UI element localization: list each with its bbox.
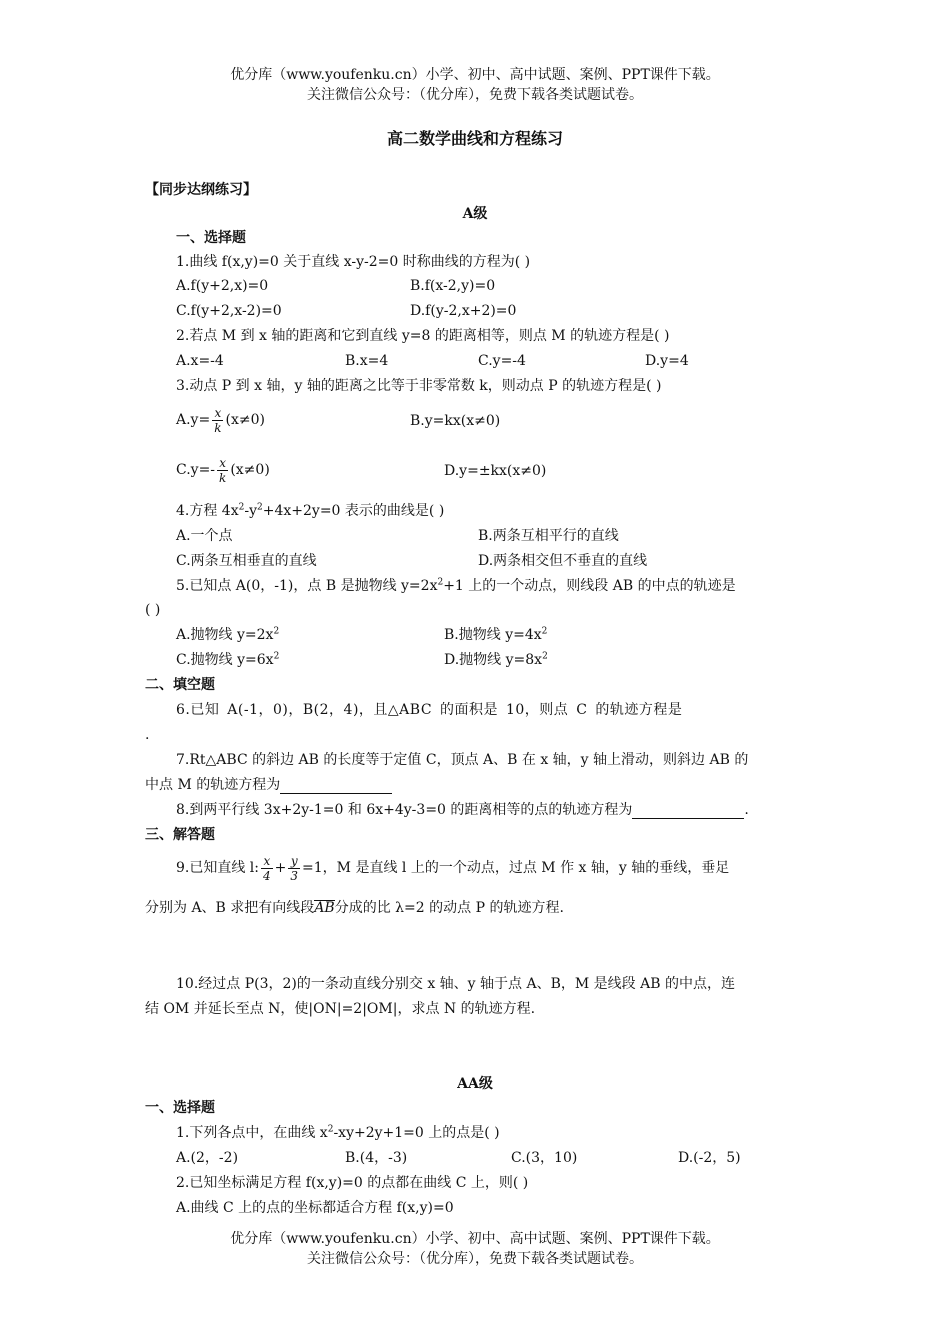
q5-option-b <box>444 626 547 644</box>
q10-line-2: 结 OM 并延长至点 N，使|ON|=2|OM|，求点 N 的轨迹方程. <box>145 1001 536 1017</box>
q3c-suffix: (x≠0) <box>230 462 270 478</box>
part-solve-heading: 三、解答题 <box>145 827 215 843</box>
q1-option-a: A.f(y+2,x)=0 <box>176 278 269 294</box>
q7-line-2-text: 中点 M 的轨迹方程为 <box>145 777 281 793</box>
q5c-text: C.抛物线 y=6x <box>176 652 274 668</box>
q4-option-a: A.一个点 <box>176 528 233 544</box>
q3a-suffix: (x≠0) <box>225 412 265 428</box>
q9-text-1: 9.已知直线 l: <box>176 860 260 876</box>
aa-part-choice-heading: 一、选择题 <box>145 1100 215 1116</box>
q6-line-2: . <box>145 727 150 743</box>
q1-option-c: C.f(y+2,x-2)=0 <box>176 303 282 319</box>
q5-option-c <box>176 651 279 669</box>
q3-option-c <box>176 454 270 486</box>
question-2: 2.若点 M 到 x 轴的距离和它到直线 y=8 的距离相等，则点 M 的轨迹方程是( ) <box>176 328 670 344</box>
q8-period: . <box>744 802 749 818</box>
level-aa-label: AA级 <box>457 1076 493 1092</box>
q9-denominator-2: 3 <box>290 868 299 883</box>
header-line-1: 优分库（www.youfenku.cn）小学、初中、高中试题、案例、PPT课件下载。 <box>230 67 720 83</box>
q9-plus: + <box>274 860 287 876</box>
q3a-fraction <box>212 406 223 435</box>
question-6: 6.已知 A(-1，0)，B(2，4)，且△ABC 的面积是 10，则点 C 的轨迹方程是 <box>176 702 683 718</box>
q9-numerator-2: y <box>288 854 300 869</box>
q9-vector-ab: AB <box>314 900 335 916</box>
q4-sup-2: 2 <box>257 502 263 513</box>
q8-answer-blank <box>632 804 744 819</box>
q9-line2-text-1: 分别为 A、B 求把有向线段 <box>145 900 315 916</box>
section-label: 【同步达纲练习】 <box>145 182 257 198</box>
q5-option-d <box>444 651 548 669</box>
q5d-sup: 2 <box>542 651 548 662</box>
q5a-sup: 2 <box>273 626 280 637</box>
q5-text-2: +1 上的一个动点，则线段 AB 的中点的轨迹是 <box>443 578 736 594</box>
q3a-prefix: A.y= <box>176 412 211 428</box>
q9-text-2: =1，M 是直线 l 上的一个动点，过点 M 作 x 轴，y 轴的垂线，垂足 <box>302 860 730 876</box>
q3c-prefix: C.y=- <box>176 462 216 478</box>
q3-option-a <box>176 404 265 436</box>
q7-answer-blank <box>280 779 392 794</box>
aa-q1-text-2: -xy+2y+1=0 上的点是( ) <box>333 1125 500 1141</box>
page-title: 高二数学曲线和方程练习 <box>386 129 563 148</box>
question-7: 7.Rt△ABC 的斜边 AB 的长度等于定值 C，顶点 A、B 在 x 轴，y 轴上滑动，则斜边 AB 的 <box>176 752 749 768</box>
q2-option-c: C.y=-4 <box>478 353 526 369</box>
q9-line2-text-2: 分成的比 λ=2 的动点 P 的轨迹方程. <box>334 900 564 916</box>
header-line-2: 关注微信公众号：（优分库），免费下载各类试题试卷。 <box>307 87 643 103</box>
q4-option-b: B.两条互相平行的直线 <box>478 528 619 544</box>
q5c-sup: 2 <box>273 651 280 662</box>
question-8 <box>176 801 749 819</box>
footer-line-1: 优分库（www.youfenku.cn）小学、初中、高中试题、案例、PPT课件下载。 <box>230 1231 720 1247</box>
question-4 <box>176 502 444 520</box>
q4-sup-1: 2 <box>238 502 245 513</box>
question-9 <box>176 851 729 885</box>
question-3: 3.动点 P 到 x 轴，y 轴的距离之比等于非零常数 k，则动点 P 的轨迹方程是( ) <box>176 378 662 394</box>
q5-option-a <box>176 626 279 644</box>
q5-text-1: 5.已知点 A(0，-1)，点 B 是抛物线 y=2x <box>176 578 438 594</box>
aa-question-1 <box>176 1124 500 1142</box>
q5a-text: A.抛物线 y=2x <box>176 627 274 643</box>
part-choice-heading: 一、选择题 <box>176 230 246 246</box>
q9-line-2 <box>145 899 564 917</box>
q2-option-a: A.x=-4 <box>176 353 224 369</box>
q5-sup: 2 <box>437 577 444 588</box>
q8-text: 8.到两平行线 3x+2y-1=0 和 6x+4y-3=0 的距离相等的点的轨迹方程为 <box>176 802 633 818</box>
q9-fraction-1 <box>261 854 273 883</box>
q4-option-c: C.两条互相垂直的直线 <box>176 553 317 569</box>
footer-line-2: 关注微信公众号：（优分库），免费下载各类试题试卷。 <box>307 1251 643 1267</box>
q3a-denominator: k <box>214 420 222 435</box>
q1-option-b: B.f(x-2,y)=0 <box>410 278 496 294</box>
question-1: 1.曲线 f(x,y)=0 关于直线 x-y-2=0 时称曲线的方程为( ) <box>176 254 531 270</box>
q1-option-d: D.f(y-2,x+2)=0 <box>410 303 517 319</box>
q7-line-2 <box>145 776 392 794</box>
q2-option-d: D.y=4 <box>645 353 689 369</box>
level-a-label: A级 <box>462 206 488 222</box>
q4-text-3: +4x+2y=0 表示的曲线是( ) <box>262 503 445 519</box>
q3c-numerator: x <box>217 456 228 471</box>
q4-text-1: 4.方程 4x <box>176 503 239 519</box>
q5b-text: B.抛物线 y=4x <box>444 627 542 643</box>
aa-q1-option-b: B.(4，-3) <box>345 1150 408 1166</box>
aa-q1-text-1: 1.下列各点中，在曲线 x <box>176 1125 328 1141</box>
q3a-numerator: x <box>212 406 223 421</box>
q4-text-2: -y <box>244 503 257 519</box>
q3c-denominator: k <box>219 470 227 485</box>
q2-option-b: B.x=4 <box>345 353 389 369</box>
aa-question-2: 2.已知坐标满足方程 f(x,y)=0 的点都在曲线 C 上，则( ) <box>176 1175 529 1191</box>
aa-q2-option-a: A.曲线 C 上的点的坐标都适合方程 f(x,y)=0 <box>176 1200 454 1216</box>
q3c-fraction <box>217 456 228 485</box>
question-10: 10.经过点 P(3，2)的一条动直线分别交 x 轴、y 轴于点 A、B，M 是线段 AB 的中点，连 <box>176 976 735 992</box>
aa-q1-option-a: A.(2，-2) <box>176 1150 239 1166</box>
q3-option-d: D.y=±kx(x≠0) <box>444 463 547 479</box>
q5-line-2: ( ) <box>145 602 161 618</box>
q3-option-b: B.y=kx(x≠0) <box>410 413 501 429</box>
q5d-text: D.抛物线 y=8x <box>444 652 543 668</box>
q9-fraction-2 <box>288 854 300 883</box>
question-5 <box>176 577 736 595</box>
part-fill-heading: 二、填空题 <box>145 677 215 693</box>
aa-q1-option-c: C.(3，10) <box>511 1150 578 1166</box>
aa-q1-option-d: D.(-2，5) <box>678 1150 741 1166</box>
q5b-sup: 2 <box>541 626 548 637</box>
q4-option-d: D.两条相交但不垂直的直线 <box>478 553 648 569</box>
aa-q1-sup: 2 <box>327 1124 334 1135</box>
q9-numerator-1: x <box>261 854 273 869</box>
q9-denominator-1: 4 <box>263 868 271 883</box>
